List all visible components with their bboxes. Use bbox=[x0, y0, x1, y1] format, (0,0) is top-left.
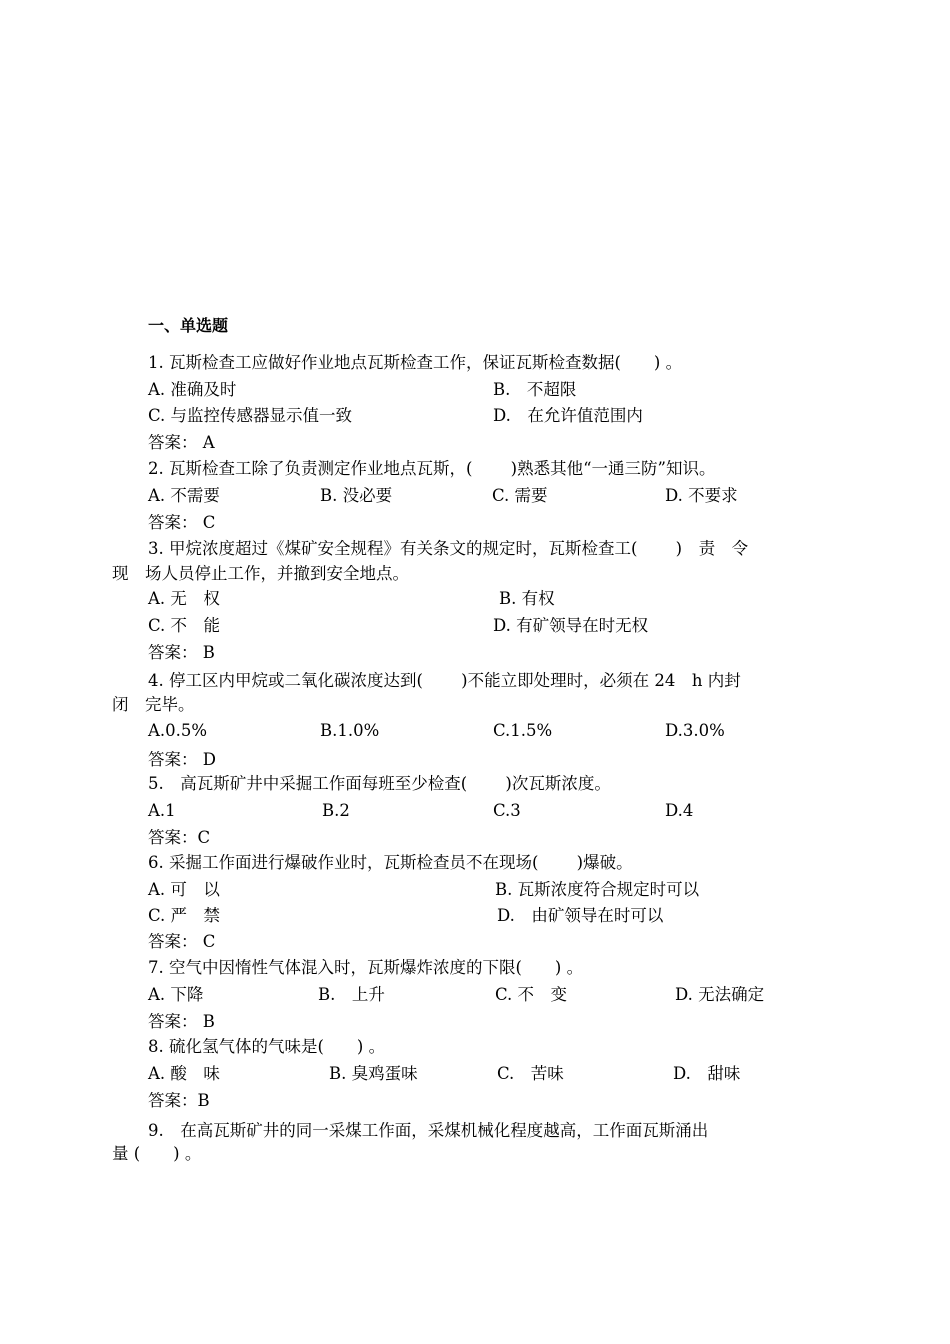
question-4-stem: 4. 停工区内甲烷或二氧化碳浓度达到( )不能立即处理时，必须在 24 h 内封 bbox=[148, 671, 741, 690]
question-6-option-b: B. 瓦斯浓度符合规定时可以 bbox=[495, 880, 700, 899]
question-4-option-a: A.0.5% bbox=[148, 721, 208, 740]
question-2-option-a: A. 不需要 bbox=[148, 486, 220, 505]
question-2-answer: 答案： C bbox=[148, 513, 216, 532]
question-3-stem-continued: 现 场人员停止工作，并撤到安全地点。 bbox=[112, 564, 409, 583]
question-7-answer: 答案： B bbox=[148, 1012, 215, 1031]
question-9-stem-continued: 量 ( ) 。 bbox=[112, 1144, 202, 1163]
question-4-option-c: C.1.5% bbox=[493, 721, 553, 740]
question-1-stem: 1. 瓦斯检查工应做好作业地点瓦斯检查工作，保证瓦斯检查数据( ) 。 bbox=[148, 353, 683, 372]
question-5-option-c: C.3 bbox=[493, 801, 521, 820]
section-title: 一、单选题 bbox=[148, 316, 229, 335]
question-3-stem: 3. 甲烷浓度超过《煤矿安全规程》有关条文的规定时，瓦斯检查工( ) 责 令 bbox=[148, 539, 749, 558]
question-6-option-a: A. 可 以 bbox=[148, 880, 220, 899]
question-4-option-b: B.1.0% bbox=[320, 721, 380, 740]
question-3-option-b: B. 有权 bbox=[499, 589, 555, 608]
question-2-stem: 2. 瓦斯检查工除了负责测定作业地点瓦斯，( )熟悉其他“一通三防”知识。 bbox=[148, 459, 716, 478]
question-5-option-a: A.1 bbox=[148, 801, 176, 820]
question-8-option-c: C. 苦味 bbox=[497, 1064, 564, 1083]
question-3-option-c: C. 不 能 bbox=[148, 616, 221, 635]
question-4-option-d: D.3.0% bbox=[665, 721, 725, 740]
question-1-option-c: C. 与监控传感器显示值一致 bbox=[148, 406, 353, 425]
question-6-answer: 答案： C bbox=[148, 932, 216, 951]
question-8-answer: 答案：B bbox=[148, 1091, 210, 1110]
question-8-option-d: D. 甜味 bbox=[673, 1064, 741, 1083]
question-5-option-b: B.2 bbox=[322, 801, 350, 820]
question-1-answer: 答案： A bbox=[148, 433, 215, 452]
question-1-option-a: A. 准确及时 bbox=[148, 380, 237, 399]
question-4-stem-continued: 闭 完毕。 bbox=[112, 695, 195, 714]
question-6-option-c: C. 严 禁 bbox=[148, 906, 221, 925]
question-7-stem: 7. 空气中因惰性气体混入时，瓦斯爆炸浓度的下限( ) 。 bbox=[148, 958, 584, 977]
question-3-answer: 答案： B bbox=[148, 643, 215, 662]
question-5-answer: 答案：C bbox=[148, 828, 211, 847]
question-2-option-b: B. 没必要 bbox=[320, 486, 393, 505]
question-1-option-b: B. 不超限 bbox=[493, 380, 577, 399]
question-7-option-a: A. 下降 bbox=[148, 985, 204, 1004]
question-6-stem: 6. 采掘工作面进行爆破作业时，瓦斯检查员不在现场( )爆破。 bbox=[148, 853, 633, 872]
question-5-option-d: D.4 bbox=[665, 801, 694, 820]
question-2-option-d: D. 不要求 bbox=[665, 486, 738, 505]
question-3-option-d: D. 有矿领导在时无权 bbox=[493, 616, 649, 635]
question-7-option-d: D. 无法确定 bbox=[675, 985, 765, 1004]
question-6-option-d: D. 由矿领导在时可以 bbox=[497, 906, 664, 925]
question-7-option-c: C. 不 变 bbox=[495, 985, 568, 1004]
question-1-option-d: D. 在允许值范围内 bbox=[493, 406, 643, 425]
question-2-option-c: C. 需要 bbox=[492, 486, 548, 505]
question-4-answer: 答案： D bbox=[148, 750, 216, 769]
question-8-stem: 8. 硫化氢气体的气味是( ) 。 bbox=[148, 1037, 386, 1056]
question-7-option-b: B. 上升 bbox=[318, 985, 385, 1004]
question-3-option-a: A. 无 权 bbox=[148, 589, 220, 608]
question-9-stem: 9. 在高瓦斯矿井的同一采煤工作面，采煤机械化程度越高，工作面瓦斯涌出 bbox=[148, 1121, 709, 1140]
question-8-option-b: B. 臭鸡蛋味 bbox=[329, 1064, 418, 1083]
question-8-option-a: A. 酸 味 bbox=[148, 1064, 220, 1083]
question-5-stem: 5. 高瓦斯矿井中采掘工作面每班至少检查( )次瓦斯浓度。 bbox=[148, 774, 611, 793]
